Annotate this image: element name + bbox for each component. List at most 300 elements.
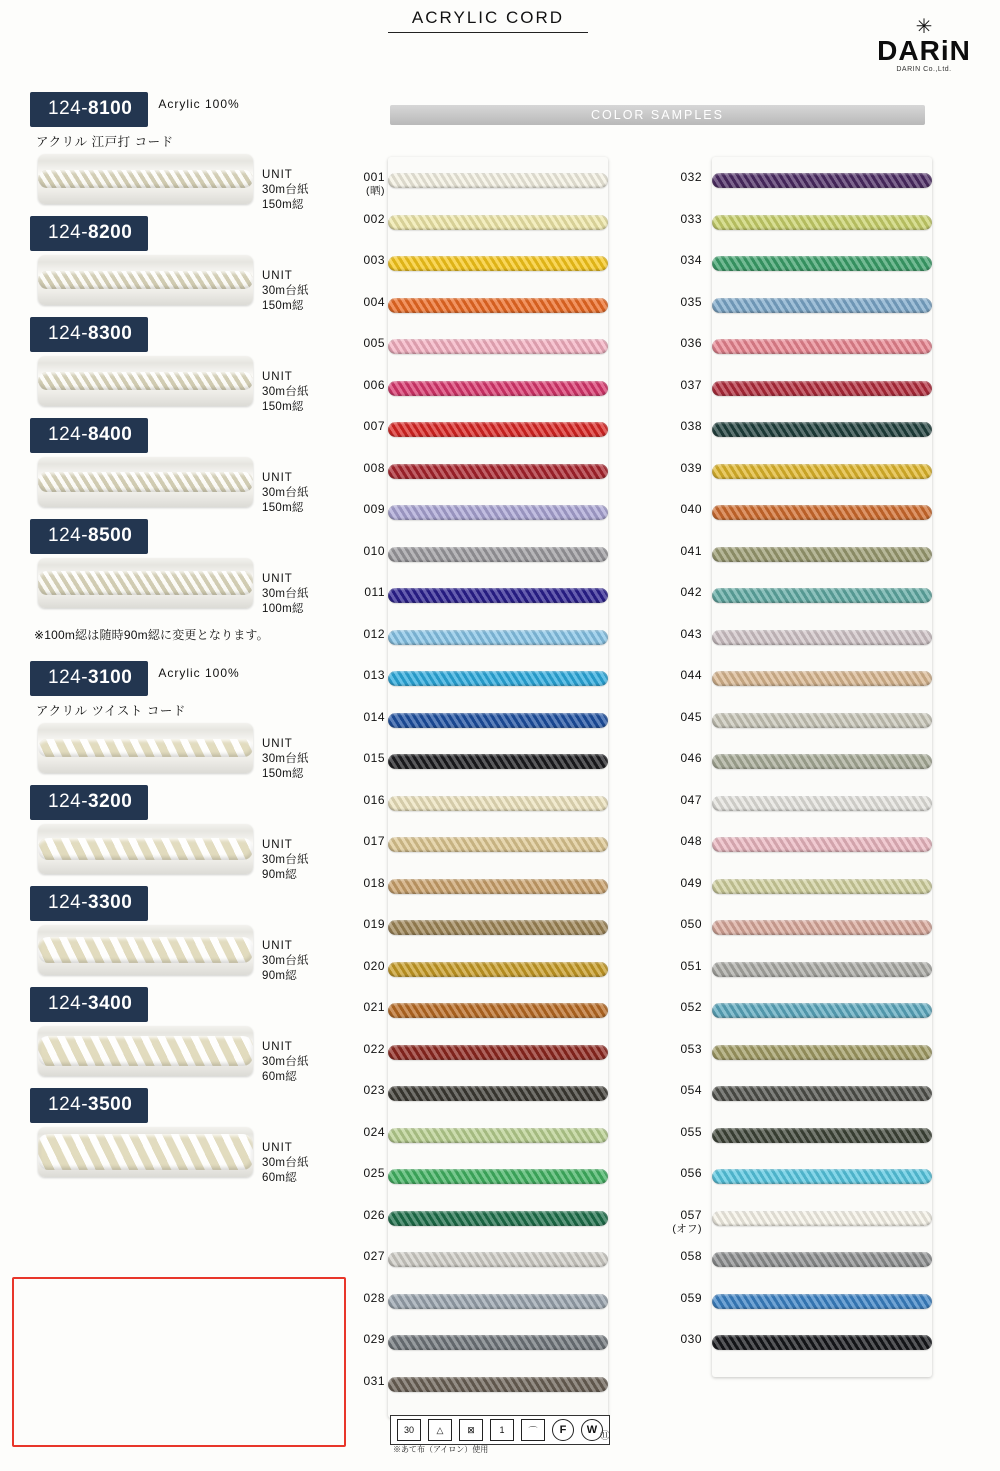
product-code-badge: [30, 785, 148, 820]
color-swatch: [712, 671, 932, 686]
color-number-label: [343, 1000, 385, 1014]
color-swatch: [388, 713, 608, 728]
product-cord-swatch: [38, 723, 253, 773]
color-number: 036: [680, 336, 702, 350]
color-number-label: [660, 585, 702, 599]
color-number: 005: [363, 336, 385, 350]
color-swatch: [388, 1086, 608, 1101]
color-number: 018: [363, 875, 385, 890]
unit-line: 90m綛: [262, 869, 298, 881]
product-sample-row: [30, 1026, 350, 1084]
color-number-label: [343, 1166, 385, 1180]
product-code-number: 8200: [88, 222, 133, 243]
unit-line: 150m綛: [262, 768, 304, 780]
brand-subtitle: DARIN Co.,Ltd.: [896, 66, 952, 73]
product-code-badge: [30, 92, 148, 127]
cord-graphic: [38, 271, 253, 289]
color-number: 034: [680, 253, 702, 267]
color-number-label: [343, 1208, 385, 1222]
product-cord-swatch: [38, 457, 253, 507]
color-number-label: [343, 253, 385, 267]
care-symbol: F: [552, 1419, 574, 1441]
color-number-label: [660, 917, 702, 931]
product-code-prefix: 124-: [48, 98, 89, 119]
color-number-label: [660, 1208, 702, 1236]
color-number-label: [660, 212, 702, 226]
color-number-label: [660, 1083, 702, 1097]
product-block: [30, 92, 350, 212]
color-number: 021: [363, 1000, 385, 1014]
unit-line: 30m台紙: [262, 386, 309, 398]
color-number: 008: [363, 460, 385, 475]
unit-line: 30m台紙: [262, 955, 309, 967]
color-number-label: [343, 419, 385, 433]
color-number: 045: [680, 709, 702, 724]
color-number: 059: [680, 1290, 702, 1305]
color-swatch: [712, 173, 932, 188]
color-number-label: [343, 834, 385, 848]
color-swatch: [388, 547, 608, 562]
product-jp-name: アクリル ツイスト コード: [36, 704, 186, 718]
product-block: [30, 418, 350, 515]
product-cord-swatch: [38, 1026, 253, 1076]
color-number: 026: [363, 1207, 385, 1222]
color-number-label: [660, 1166, 702, 1180]
color-number: 049: [680, 875, 702, 890]
product-sample-row: [30, 154, 350, 212]
product-code-prefix: 124-: [48, 323, 89, 344]
color-swatch: [712, 1128, 932, 1143]
color-number: 004: [363, 294, 385, 309]
color-number: 053: [680, 1041, 702, 1056]
color-swatch: [388, 588, 608, 603]
color-number-label: [343, 1249, 385, 1263]
color-swatch: [388, 796, 608, 811]
color-swatch: [388, 464, 608, 479]
color-number-label: [343, 502, 385, 516]
color-swatch: [388, 1045, 608, 1060]
color-number: 051: [680, 958, 702, 973]
color-number: 013: [363, 668, 385, 682]
cord-graphic: [38, 472, 253, 492]
color-swatch: [712, 298, 932, 313]
color-number-label: [343, 212, 385, 226]
color-number-label: [343, 751, 385, 765]
color-number: 041: [680, 543, 702, 558]
product-unit-info: [262, 737, 309, 782]
color-number-label: [660, 336, 702, 350]
color-number: 028: [363, 1290, 385, 1305]
color-number: 050: [680, 917, 702, 931]
product-code-prefix: 124-: [48, 222, 89, 243]
product-code-prefix: 124-: [48, 993, 89, 1014]
color-number-label: [660, 959, 702, 973]
color-number: 015: [363, 751, 385, 765]
unit-line: 100m綛: [262, 603, 304, 615]
color-number-label: [343, 959, 385, 973]
product-sample-row: [30, 1127, 350, 1185]
unit-line: 150m綛: [262, 300, 304, 312]
color-number-label: [660, 1125, 702, 1139]
product-code-number: 3500: [88, 1094, 133, 1115]
color-number: 054: [680, 1083, 702, 1097]
color-number: 023: [363, 1083, 385, 1097]
color-swatch: [712, 505, 932, 520]
product-code-number: 8300: [88, 323, 133, 344]
page-title-text: ACRYLIC CORD: [411, 8, 565, 27]
color-swatch: [712, 879, 932, 894]
color-number-label: [343, 461, 385, 475]
cord-graphic: [38, 372, 253, 390]
product-code-badge: [30, 886, 148, 921]
color-number: 010: [363, 543, 385, 558]
color-number: 007: [363, 419, 385, 433]
product-block: [30, 987, 350, 1084]
color-number-label: [660, 419, 702, 433]
color-number: 029: [363, 1332, 385, 1346]
color-number-label: [660, 461, 702, 475]
product-material: Acrylic 100%: [158, 666, 240, 680]
color-number-label: [660, 751, 702, 765]
cord-graphic: [38, 1134, 253, 1170]
product-code-badge: [30, 418, 148, 453]
color-swatch: [388, 298, 608, 313]
color-number-label: [343, 876, 385, 890]
color-number: 056: [680, 1166, 702, 1180]
color-swatch: [712, 1252, 932, 1267]
color-number-label: [660, 793, 702, 807]
product-code-prefix: 124-: [48, 525, 89, 546]
color-swatch: [712, 920, 932, 935]
cord-graphic: [38, 739, 253, 757]
product-code-badge: [30, 519, 148, 554]
color-number-label: [343, 544, 385, 558]
color-swatch: [388, 879, 608, 894]
color-number: 052: [680, 1000, 702, 1014]
cord-graphic: [38, 170, 253, 188]
unit-line: 90m綛: [262, 970, 298, 982]
color-number-label: [660, 1249, 702, 1263]
color-swatch: [388, 1335, 608, 1350]
unit-line: 150m綛: [262, 199, 304, 211]
product-cord-swatch: [38, 925, 253, 975]
product-sample-row: [30, 925, 350, 983]
product-code-badge: [30, 216, 148, 251]
care-symbol: 1: [490, 1419, 514, 1441]
product-cord-swatch: [38, 824, 253, 874]
color-number: 011: [364, 585, 385, 599]
unit-line: 30m台紙: [262, 854, 309, 866]
product-code-number: 3300: [88, 892, 133, 913]
color-number-label: [343, 710, 385, 724]
color-swatch: [388, 1003, 608, 1018]
color-number: 038: [680, 419, 702, 433]
color-number: 014: [363, 709, 385, 724]
color-swatch: [712, 1169, 932, 1184]
color-number-label: [660, 668, 702, 682]
color-swatch: [712, 796, 932, 811]
color-number: 032: [680, 170, 702, 184]
product-code-number: 8400: [88, 424, 133, 445]
product-code-prefix: 124-: [48, 424, 89, 445]
care-symbol: 30: [397, 1419, 421, 1441]
color-swatch: [712, 256, 932, 271]
color-swatch: [388, 630, 608, 645]
color-samples-header: COLOR SAMPLES: [390, 105, 925, 125]
color-swatch: [388, 1294, 608, 1309]
color-number: 057: [680, 1207, 702, 1222]
color-swatch: [388, 837, 608, 852]
brand-mark-icon: ✳: [915, 16, 933, 38]
color-number: 009: [363, 502, 385, 516]
product-block: [30, 886, 350, 983]
color-number: 042: [680, 585, 702, 599]
cord-graphic: [38, 937, 253, 963]
color-number-label: [660, 502, 702, 516]
product-code-badge: [30, 661, 148, 696]
color-number-label: [343, 295, 385, 309]
product-cord-swatch: [38, 356, 253, 406]
product-code-number: 8500: [88, 525, 133, 546]
color-swatch: [712, 1211, 932, 1226]
product-sample-row: [30, 356, 350, 414]
product-sample-row: [30, 457, 350, 515]
unit-line: 30m台紙: [262, 1157, 309, 1169]
unit-label: UNIT: [262, 371, 293, 383]
brand-logo: [864, 18, 984, 73]
color-number: 043: [680, 626, 702, 641]
product-sample-row: [30, 255, 350, 313]
color-swatch: [712, 1003, 932, 1018]
unit-line: 30m台紙: [262, 588, 309, 600]
color-number: 001: [363, 170, 385, 184]
color-number-label: [660, 627, 702, 641]
color-swatch: [712, 713, 932, 728]
color-number: 055: [680, 1124, 702, 1139]
color-swatch: [712, 1086, 932, 1101]
color-swatch: [712, 215, 932, 230]
color-number-label: [343, 585, 385, 599]
color-swatch: [712, 547, 932, 562]
product-code-badge: [30, 317, 148, 352]
color-number-label: [343, 1374, 385, 1388]
product-code-prefix: 124-: [48, 667, 89, 688]
footnote: ※100m綛は随時90m綛に変更となります。: [34, 628, 269, 642]
color-swatch: [712, 381, 932, 396]
color-number-label: [343, 668, 385, 682]
color-number: 020: [363, 958, 385, 973]
color-number-sub: (晒): [366, 185, 385, 197]
product-unit-info: [262, 838, 309, 883]
color-number: 022: [363, 1041, 385, 1056]
color-swatch: [388, 1377, 608, 1392]
color-swatch: [712, 754, 932, 769]
product-cord-swatch: [38, 154, 253, 204]
unit-label: UNIT: [262, 738, 293, 750]
color-number-label: [343, 170, 385, 198]
color-number: 058: [680, 1249, 702, 1263]
color-number-label: [660, 876, 702, 890]
color-number-label: [660, 170, 702, 184]
unit-label: UNIT: [262, 940, 293, 952]
product-unit-info: [262, 168, 309, 213]
color-number-label: [660, 1291, 702, 1305]
unit-label: UNIT: [262, 1041, 293, 1053]
color-swatch: [388, 754, 608, 769]
product-block: [30, 317, 350, 414]
selection-highlight: [12, 1277, 346, 1447]
color-number-label: [343, 378, 385, 392]
color-number: 027: [363, 1249, 385, 1263]
product-sample-row: [30, 723, 350, 781]
cord-graphic: [38, 1036, 253, 1066]
care-symbols: [390, 1415, 610, 1445]
product-block: [30, 785, 350, 882]
color-number: 040: [680, 502, 702, 516]
product-block: [30, 216, 350, 313]
product-unit-info: [262, 1040, 309, 1085]
color-swatch: [388, 671, 608, 686]
unit-label: UNIT: [262, 573, 293, 585]
color-swatch: [388, 1252, 608, 1267]
unit-label: UNIT: [262, 472, 293, 484]
product-code-number: 3400: [88, 993, 133, 1014]
product-cord-swatch: [38, 1127, 253, 1177]
color-number-label: [343, 1125, 385, 1139]
color-swatch: [712, 339, 932, 354]
product-code-badge: [30, 1088, 148, 1123]
care-symbol: ⌒: [521, 1419, 545, 1441]
color-number: 002: [363, 211, 385, 226]
product-unit-info: [262, 939, 309, 984]
color-number-label: [343, 336, 385, 350]
product-block: [30, 1088, 350, 1185]
unit-line: 60m綛: [262, 1172, 298, 1184]
product-jp-name: アクリル 江戸打 コード: [36, 135, 174, 149]
unit-label: UNIT: [262, 1142, 293, 1154]
product-unit-info: [262, 1141, 309, 1186]
product-code-badge: [30, 987, 148, 1022]
color-number-label: [660, 544, 702, 558]
color-number-label: [343, 793, 385, 807]
color-number: 003: [363, 253, 385, 267]
color-number-label: [343, 917, 385, 931]
color-swatch: [712, 1294, 932, 1309]
color-number: 024: [363, 1124, 385, 1139]
unit-line: 150m綛: [262, 401, 304, 413]
unit-label: UNIT: [262, 839, 293, 851]
unit-label: UNIT: [262, 169, 293, 181]
product-block: [30, 661, 350, 781]
product-code-number: 3100: [88, 667, 133, 688]
unit-line: 30m台紙: [262, 753, 309, 765]
color-number: 031: [363, 1373, 385, 1388]
color-number: 047: [680, 792, 702, 807]
color-swatch: [712, 962, 932, 977]
care-symbol: △: [428, 1419, 452, 1441]
color-swatch: [712, 630, 932, 645]
product-list: [30, 92, 350, 1189]
color-number: 012: [363, 626, 385, 641]
color-swatch: [712, 464, 932, 479]
unit-line: 30m台紙: [262, 487, 309, 499]
color-number-label: [343, 627, 385, 641]
color-swatch: [388, 256, 608, 271]
product-block: [30, 519, 350, 616]
color-number-label: [660, 253, 702, 267]
color-swatch: [712, 1045, 932, 1060]
color-number-label: [343, 1083, 385, 1097]
color-number: 035: [680, 294, 702, 309]
page-number: ⑪: [600, 1431, 610, 1442]
color-number-label: [660, 295, 702, 309]
color-number-sub: (オフ): [672, 1222, 702, 1235]
color-swatch: [712, 422, 932, 437]
care-note: ※あて布（アイロン）使用: [393, 1445, 489, 1454]
product-sample-row: [30, 824, 350, 882]
product-unit-info: [262, 471, 309, 516]
unit-line: 30m台紙: [262, 1056, 309, 1068]
color-swatch: [388, 962, 608, 977]
color-swatch: [388, 1128, 608, 1143]
cord-graphic: [38, 838, 253, 860]
color-number-label: [343, 1332, 385, 1346]
color-swatch: [388, 1211, 608, 1226]
color-number: 039: [680, 460, 702, 475]
color-number: 006: [363, 377, 385, 392]
product-code-number: 8100: [88, 98, 133, 119]
care-symbol: ⊠: [459, 1419, 483, 1441]
color-number-label: [660, 378, 702, 392]
cord-graphic: [38, 571, 253, 595]
unit-line: 30m台紙: [262, 285, 309, 297]
color-number: 017: [363, 834, 385, 848]
color-swatch: [388, 505, 608, 520]
product-cord-swatch: [38, 558, 253, 608]
color-number-label: [343, 1291, 385, 1305]
color-swatch: [712, 837, 932, 852]
color-swatch: [388, 381, 608, 396]
color-swatch: [712, 588, 932, 603]
color-number-label: [660, 1042, 702, 1056]
color-swatch: [388, 215, 608, 230]
care-symbol: W: [581, 1419, 603, 1441]
color-number: 025: [363, 1166, 385, 1180]
color-number-label: [660, 1000, 702, 1014]
color-number: 030: [680, 1332, 702, 1346]
color-number: 037: [680, 377, 702, 392]
color-number-label: [660, 1332, 702, 1346]
product-code-prefix: 124-: [48, 1094, 89, 1115]
unit-line: 150m綛: [262, 502, 304, 514]
product-material: Acrylic 100%: [158, 97, 240, 111]
color-swatch: [388, 422, 608, 437]
color-number: 044: [680, 668, 702, 682]
color-number: 016: [363, 792, 385, 807]
color-number: 046: [680, 751, 702, 765]
unit-label: UNIT: [262, 270, 293, 282]
product-unit-info: [262, 269, 309, 314]
product-code-prefix: 124-: [48, 892, 89, 913]
color-number-label: [660, 710, 702, 724]
product-cord-swatch: [38, 255, 253, 305]
product-unit-info: [262, 572, 309, 617]
product-code-number: 3200: [88, 791, 133, 812]
product-sample-row: [30, 558, 350, 616]
color-number: 033: [680, 211, 702, 226]
color-swatch: [712, 1335, 932, 1350]
brand-name: DARiN: [877, 35, 971, 66]
